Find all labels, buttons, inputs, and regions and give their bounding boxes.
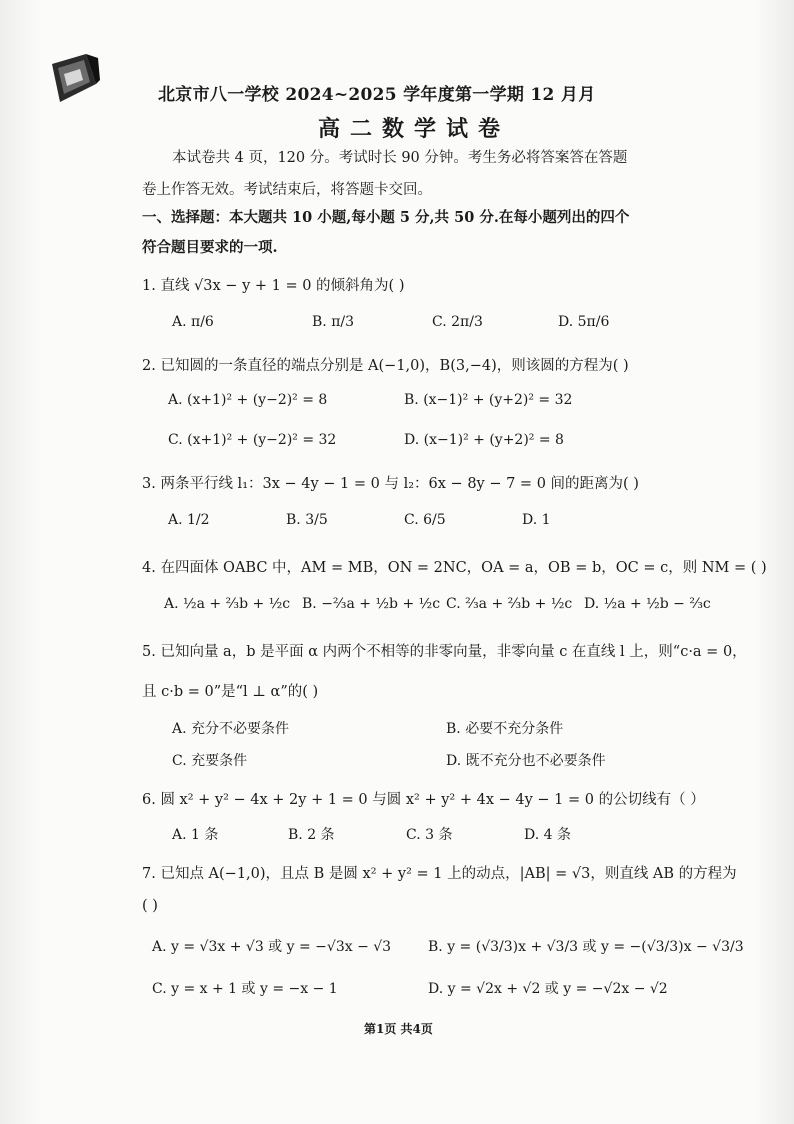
intro-line-2: 卷上作答无效。考试结束后，将答题卡交回。	[142, 182, 432, 198]
q2-option-a: A. (x+1)² + (y−2)² = 8	[168, 392, 328, 408]
q6-option-b: B. 2 条	[288, 827, 335, 843]
q2-option-c: C. (x+1)² + (y−2)² = 32	[168, 432, 337, 448]
q3-option-c: C. 6/5	[404, 512, 446, 528]
q3-option-b: B. 3/5	[286, 512, 328, 528]
q2-stem: 2. 已知圆的一条直径的端点分别是 A(−1,0)，B(3,−4)，则该圆的方程为( )	[142, 358, 629, 374]
q2-option-b: B. (x−1)² + (y+2)² = 32	[404, 392, 573, 408]
q4-option-d: D. ½a + ½b − ⅔c	[584, 596, 711, 612]
q1-option-c: C. 2π/3	[432, 314, 483, 330]
q7-stem-line-2: ( )	[142, 898, 158, 914]
q7-option-d: D. y = √2x + √2 或 y = −√2x − √2	[428, 981, 668, 997]
q6-option-a: A. 1 条	[172, 827, 219, 843]
q4-stem: 4. 在四面体 OABC 中，AM = MB，ON = 2NC，OA = a，OB = b，OC = c，则 NM = ( )	[142, 560, 767, 576]
q7-option-a: A. y = √3x + √3 或 y = −√3x − √3	[152, 939, 392, 955]
q2-option-d: D. (x−1)² + (y+2)² = 8	[404, 432, 564, 448]
q4-option-c: C. ⅔a + ⅔b + ½c	[446, 596, 573, 612]
q1-option-d: D. 5π/6	[558, 314, 610, 330]
q7-stem-line-1: 7. 已知点 A(−1,0)，且点 B 是圆 x² + y² = 1 上的动点，|AB| = √3，则直线 AB 的方程为	[142, 866, 737, 882]
binder-clip-icon	[46, 50, 100, 108]
q1-stem: 1. 直线 √3x − y + 1 = 0 的倾斜角为( )	[142, 278, 405, 294]
q3-option-a: A. 1/2	[168, 512, 210, 528]
q6-option-c: C. 3 条	[406, 827, 453, 843]
section1-heading: 一、选择题：本大题共 10 小题,每小题 5 分,共 50 分.在每小题列出的四个	[142, 209, 630, 226]
q1-option-a: A. π/6	[172, 314, 214, 330]
q3-stem: 3. 两条平行线 l₁：3x − 4y − 1 = 0 与 l₂：6x − 8y − 7 = 0 间的距离为( )	[142, 476, 639, 492]
q1-option-b: B. π/3	[312, 314, 355, 330]
q5-option-c: C. 充要条件	[172, 753, 248, 769]
q7-option-b: B. y = (√3/3)x + √3/3 或 y = −(√3/3)x − √3/3	[428, 939, 744, 955]
q3-option-d: D. 1	[522, 512, 551, 528]
exam-subtitle: 高二数学试卷	[318, 116, 511, 142]
q7-option-c: C. y = x + 1 或 y = −x − 1	[152, 981, 338, 997]
q5-option-b: B. 必要不充分条件	[446, 721, 564, 737]
section1-heading-cont: 符合题目要求的一项.	[142, 239, 278, 256]
q5-option-a: A. 充分不必要条件	[172, 721, 290, 737]
q4-option-b: B. −⅔a + ½b + ½c	[302, 596, 441, 612]
exam-title: 北京市八一学校 2024~2025 学年度第一学期 12 月月	[158, 85, 596, 105]
q4-option-a: A. ½a + ⅔b + ½c	[164, 596, 291, 612]
q5-stem-line-1: 5. 已知向量 a，b 是平面 α 内两个不相等的非零向量，非零向量 c 在直线 l 上，则“c·a = 0，	[142, 644, 747, 660]
q6-stem: 6. 圆 x² + y² − 4x + 2y + 1 = 0 与圆 x² + y² + 4x − 4y − 1 = 0 的公切线有（ ）	[142, 792, 705, 808]
intro-line-1: 本试卷共 4 页，120 分。考试时长 90 分钟。考生务必将答案答在答题	[172, 150, 628, 166]
q5-option-d: D. 既不充分也不必要条件	[446, 753, 606, 769]
q5-stem-line-2: 且 c·b = 0”是“l ⊥ α”的( )	[142, 684, 319, 700]
page-footer: 第1页 共4页	[364, 1022, 433, 1036]
q6-option-d: D. 4 条	[524, 827, 571, 843]
